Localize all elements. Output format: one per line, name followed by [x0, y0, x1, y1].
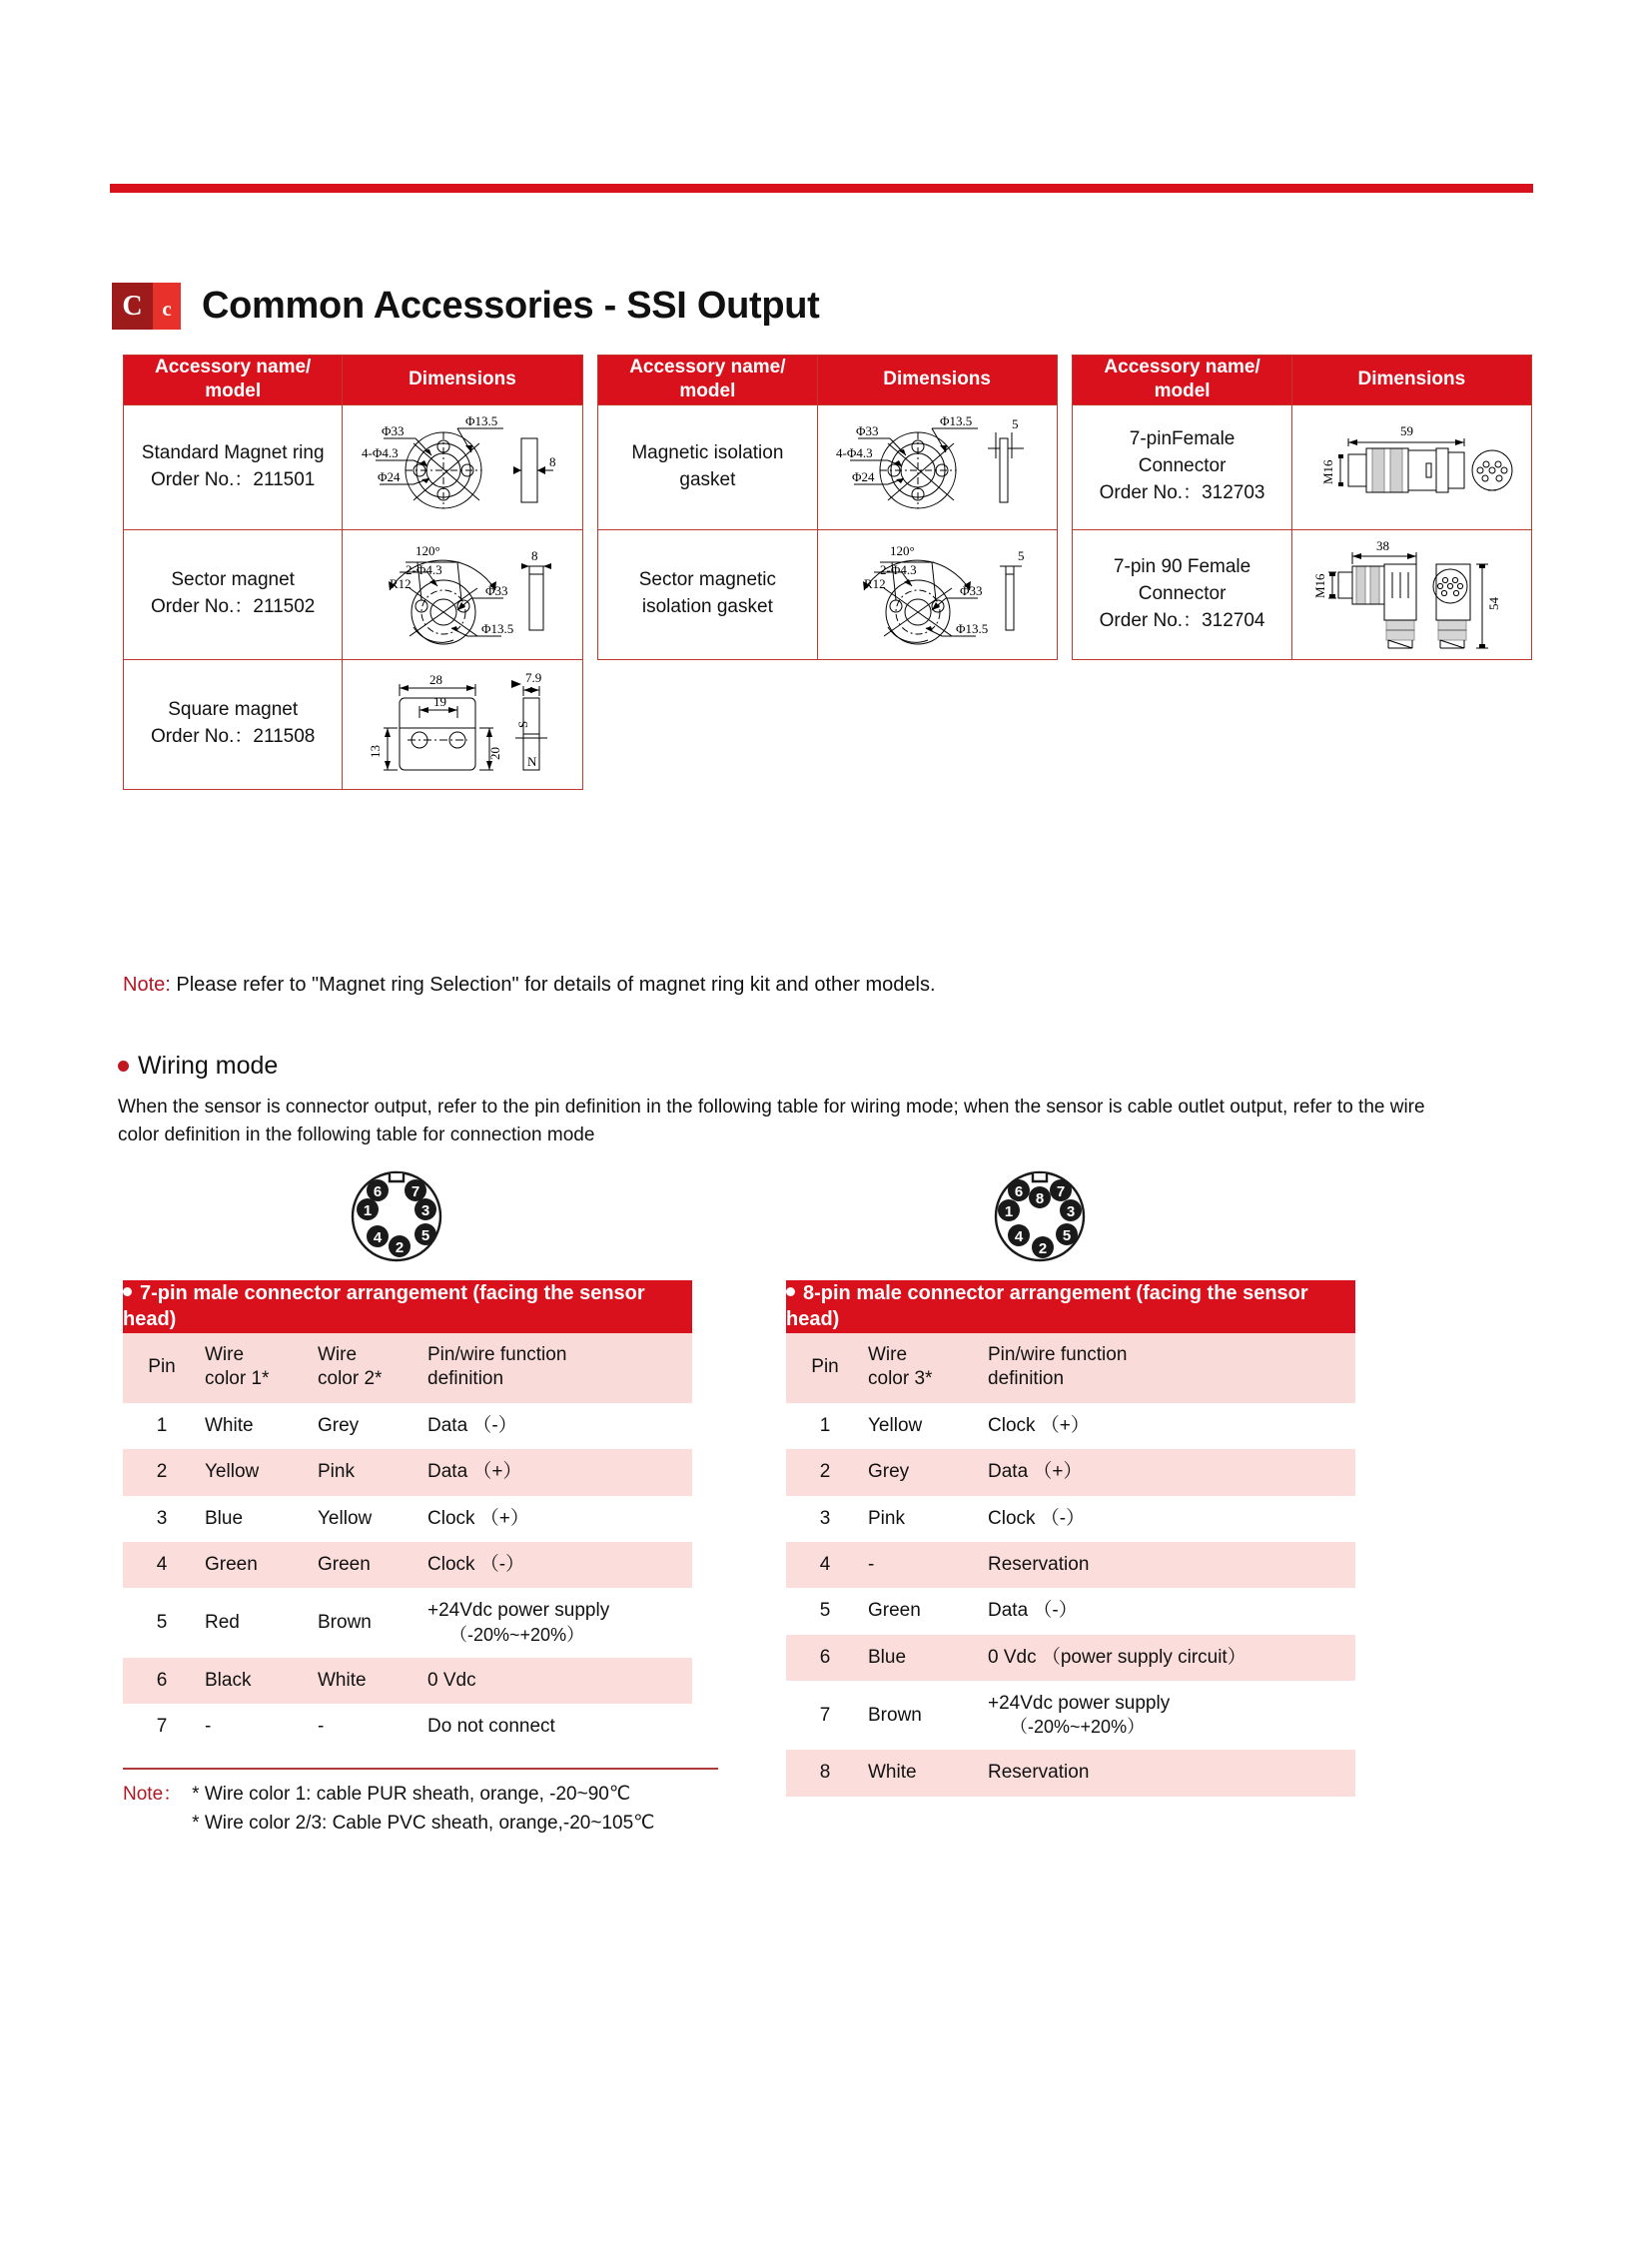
note-label: Note： — [123, 1784, 183, 1805]
header-accessory-name-1: Accessory name/ model — [124, 356, 343, 405]
page-title-row — [112, 283, 820, 330]
table-row — [123, 1588, 692, 1657]
gap — [582, 529, 598, 659]
dim-height-left: 13 — [367, 745, 383, 759]
dim-bore: Φ13.5 — [480, 621, 514, 637]
cell-wire-color-1: White — [201, 1403, 314, 1449]
dim-angle: 120° — [890, 543, 915, 559]
cell-wire-color-3: Green — [864, 1588, 986, 1634]
accessory-name-sector-magnet: Sector magnet Order No.：211502 — [124, 529, 343, 659]
dim-outer-dia: Φ33 — [381, 422, 405, 438]
connector-face-7pin — [338, 1164, 455, 1264]
cell-wire-color-3: Brown — [864, 1681, 986, 1750]
cell-wire-color-3: Blue — [864, 1635, 986, 1681]
dim-thickness: 5 — [1012, 415, 1019, 431]
col-header-wire-color-3: Wire color 3* — [864, 1333, 986, 1403]
accessory-row — [124, 529, 1532, 659]
cell-function: Data （-） — [425, 1403, 692, 1449]
cell-wire-color-1: Green — [201, 1542, 314, 1588]
female-connector-drawing — [1302, 408, 1520, 526]
cell-wire-color-2: Grey — [314, 1403, 425, 1449]
bullet-icon — [118, 1061, 129, 1072]
cell-wire-color-3: Yellow — [864, 1403, 986, 1449]
pin-label-1: 1 — [1004, 1203, 1014, 1220]
table-row — [123, 1704, 692, 1750]
cell-function: Clock （+） — [986, 1403, 1355, 1449]
gap — [1057, 529, 1073, 659]
cell-pin: 3 — [123, 1496, 201, 1542]
cell-wire-color-1: - — [201, 1704, 314, 1750]
accessory-name-7pin-90-female-connector: 7-pin 90 Female Connector Order No.：312704 — [1073, 529, 1291, 659]
column-gap-1 — [582, 356, 598, 405]
cell-wire-color-1: Yellow — [201, 1449, 314, 1495]
wiring-note — [123, 1768, 722, 1838]
accessory-name-sector-magnetic-isolation-gasket: Sector magnetic isolation gasket — [598, 529, 817, 659]
cell-function: Clock （+） — [425, 1496, 692, 1542]
header-accessory-name-3: Accessory name/ model — [1073, 356, 1291, 405]
cell-wire-color-3: Grey — [864, 1449, 986, 1495]
dimension-drawing-sector-magnet — [343, 529, 582, 659]
dim-bore: Φ13.5 — [956, 621, 989, 637]
cell-wire-color-2: Pink — [314, 1449, 425, 1495]
logo-letter-secondary: c — [153, 283, 181, 330]
dim-hole-spacing: 19 — [432, 694, 446, 710]
cell-pin: 6 — [123, 1658, 201, 1704]
pin-label-2: 2 — [1038, 1240, 1048, 1257]
cell-pin: 3 — [786, 1496, 864, 1542]
cell-function: Clock （-） — [425, 1542, 692, 1588]
table-row — [786, 1496, 1355, 1542]
pin-diagram-7pin — [338, 1164, 455, 1269]
pin-label-4: 4 — [373, 1229, 383, 1246]
cell-wire-color-2: Green — [314, 1542, 425, 1588]
dim-bore: Φ13.5 — [940, 412, 973, 428]
empty-cell — [1291, 659, 1531, 789]
table-row — [123, 1496, 692, 1542]
pin-label-1: 1 — [363, 1202, 373, 1219]
bullet-icon — [123, 1287, 132, 1296]
cell-wire-color-1: Blue — [201, 1496, 314, 1542]
pin-label-8: 8 — [1035, 1190, 1045, 1207]
col-header-wire-color-1: Wire color 1* — [201, 1333, 314, 1403]
cell-function-sub: （-20%~+20%） — [449, 1624, 585, 1645]
table-row — [786, 1681, 1355, 1750]
col-header-pin: Pin — [123, 1333, 201, 1403]
connector-face-8pin — [981, 1164, 1099, 1264]
cell-pin: 7 — [786, 1681, 864, 1750]
dimension-drawing-7pin-90-female-connector — [1291, 529, 1531, 659]
col-header-function: Pin/wire function definition — [986, 1333, 1355, 1403]
header-dimensions-1: Dimensions — [343, 356, 582, 405]
dim-holes: 2-Φ4.3 — [405, 562, 442, 578]
accessory-name-magnetic-isolation-gasket: Magnetic isolation gasket — [598, 404, 817, 529]
table-row — [786, 1403, 1355, 1449]
cell-function: Reservation — [986, 1542, 1355, 1588]
pin-label-6: 6 — [1014, 1183, 1024, 1200]
dim-bore: Φ13.5 — [464, 412, 498, 428]
table-row — [786, 1449, 1355, 1495]
sector-magnet-drawing — [354, 532, 571, 656]
dim-angle: 120° — [414, 543, 440, 559]
note-line-1: * Wire color 1: cable PUR sheath, orange, -20~90℃ — [192, 1784, 631, 1805]
accessory-name-7pin-female-connector: 7-pinFemale Connector Order No.：312703 — [1073, 404, 1291, 529]
column-header-row — [786, 1333, 1355, 1403]
dim-pcd: Φ24 — [852, 468, 875, 484]
wiring-table-8pin — [786, 1280, 1355, 1797]
gap — [1057, 404, 1073, 529]
pin-label-3: 3 — [420, 1202, 430, 1219]
col-header-wire-color-2: Wire color 2* — [314, 1333, 425, 1403]
dimension-drawing-square-magnet — [343, 659, 582, 789]
dim-radius: R12 — [864, 576, 886, 592]
wiring-table-8pin-title — [786, 1280, 1355, 1333]
accessories-note — [123, 974, 936, 997]
gap — [582, 404, 598, 529]
brand-logo — [112, 283, 181, 330]
pin-label-4: 4 — [1014, 1228, 1024, 1245]
dim-holes: 4-Φ4.3 — [361, 444, 399, 460]
pole-s-label: S — [514, 720, 530, 729]
cell-pin: 1 — [123, 1403, 201, 1449]
magnet-ring-drawing — [354, 408, 571, 526]
note-divider — [123, 1768, 718, 1770]
cell-wire-color-3: - — [864, 1542, 986, 1588]
cell-pin: 4 — [123, 1542, 201, 1588]
table-row — [786, 1542, 1355, 1588]
pin-label-2: 2 — [395, 1239, 405, 1256]
accessory-row — [124, 404, 1532, 529]
empty-cell — [598, 659, 817, 789]
dim-width: 28 — [428, 672, 442, 688]
accessory-name-standard-magnet-ring: Standard Magnet ring Order No.：211501 — [124, 404, 343, 529]
bullet-icon — [786, 1287, 795, 1296]
cell-function: Data （+） — [986, 1449, 1355, 1495]
dim-length: 59 — [1400, 422, 1414, 438]
cell-function-sub: （-20%~+20%） — [1010, 1717, 1146, 1738]
table-title-row — [786, 1280, 1355, 1333]
title-text: 7-pin male connector arrangement (facing the sensor head) — [123, 1282, 645, 1331]
header-rule — [110, 184, 1533, 193]
dim-thickness: 8 — [530, 548, 538, 564]
square-magnet-drawing — [354, 662, 571, 786]
dim-outer-dia: Φ33 — [856, 422, 879, 438]
note-line-2: * Wire color 2/3: Cable PVC sheath, orange,-20~105℃ — [192, 1812, 655, 1834]
column-gap-2 — [1057, 356, 1073, 405]
pin-label-6: 6 — [373, 1183, 383, 1200]
note-text: Please refer to "Magnet ring Selection" for details of magnet ring kit and other models. — [176, 974, 936, 996]
cell-wire-color-1: Red — [201, 1588, 314, 1657]
wiring-table-7pin — [123, 1280, 692, 1750]
table-row — [123, 1658, 692, 1704]
pin-label-7: 7 — [1056, 1183, 1066, 1200]
cell-function: 0 Vdc — [425, 1658, 692, 1704]
table-title-row — [123, 1280, 692, 1333]
note-label: Note: — [123, 974, 171, 996]
cell-pin: 5 — [123, 1588, 201, 1657]
isolation-gasket-drawing — [828, 408, 1046, 526]
cell-wire-color-2: Yellow — [314, 1496, 425, 1542]
accessories-table — [123, 355, 1532, 790]
col-header-pin: Pin — [786, 1333, 864, 1403]
dim-holes: 2-Φ4.3 — [880, 562, 917, 578]
cell-pin: 1 — [786, 1403, 864, 1449]
header-accessory-name-2: Accessory name/ model — [598, 356, 817, 405]
dimension-drawing-standard-magnet-ring — [343, 404, 582, 529]
dim-thickness: 7.9 — [524, 670, 542, 686]
pin-diagram-8pin — [981, 1164, 1099, 1269]
page-title: Common Accessories - SSI Output — [202, 285, 820, 327]
wiring-mode-title: Wiring mode — [138, 1052, 279, 1080]
cell-function: +24Vdc power supply （-20%~+20%） — [425, 1588, 692, 1657]
dim-thread: M16 — [1320, 459, 1336, 484]
column-header-row — [123, 1333, 692, 1403]
cell-function: Data （-） — [986, 1588, 1355, 1634]
dim-height: 54 — [1486, 597, 1502, 611]
empty-cell — [817, 659, 1057, 789]
table-row — [123, 1449, 692, 1495]
sector-gasket-drawing — [828, 532, 1046, 656]
header-dimensions-3: Dimensions — [1291, 356, 1531, 405]
cell-function: +24Vdc power supply （-20%~+20%） — [986, 1681, 1355, 1750]
cell-function: Do not connect — [425, 1704, 692, 1750]
cell-pin: 2 — [123, 1449, 201, 1495]
dimension-drawing-sector-magnetic-isolation-gasket — [817, 529, 1057, 659]
logo-letter-primary: C — [112, 283, 153, 330]
table-row — [123, 1542, 692, 1588]
dim-outer-dia: Φ33 — [960, 583, 983, 599]
accessory-name-square-magnet: Square magnet Order No.：211508 — [124, 659, 343, 789]
cell-function: Clock （-） — [986, 1496, 1355, 1542]
dim-thickness: 5 — [1018, 548, 1025, 564]
wiring-table-7pin-title — [123, 1280, 692, 1333]
header-dimensions-2: Dimensions — [817, 356, 1057, 405]
cell-wire-color-3: White — [864, 1750, 986, 1796]
gap — [1057, 659, 1073, 789]
cell-pin: 5 — [786, 1588, 864, 1634]
dim-outer-dia: Φ33 — [484, 583, 508, 599]
wiring-mode-heading — [118, 1052, 278, 1081]
dim-radius: R12 — [389, 576, 412, 592]
dim-thickness: 8 — [548, 453, 556, 469]
dim-length: 38 — [1376, 538, 1390, 554]
pin-label-3: 3 — [1066, 1203, 1076, 1220]
table-row — [786, 1588, 1355, 1634]
cell-pin: 2 — [786, 1449, 864, 1495]
cell-function: 0 Vdc （power supply circuit） — [986, 1635, 1355, 1681]
cell-pin: 8 — [786, 1750, 864, 1796]
empty-cell — [1073, 659, 1291, 789]
title-text: 8-pin male connector arrangement (facing the sensor head) — [786, 1282, 1308, 1331]
table-row — [123, 1403, 692, 1449]
cell-pin: 4 — [786, 1542, 864, 1588]
cell-function: Data （+） — [425, 1449, 692, 1495]
cell-wire-color-2: Brown — [314, 1588, 425, 1657]
cell-pin: 6 — [786, 1635, 864, 1681]
dim-holes: 4-Φ4.3 — [836, 444, 873, 460]
cell-pin: 7 — [123, 1704, 201, 1750]
note-lines — [192, 1781, 654, 1838]
cell-wire-color-2: - — [314, 1704, 425, 1750]
dim-pcd: Φ24 — [377, 468, 401, 484]
pin-label-5: 5 — [1062, 1227, 1072, 1244]
angled-connector-drawing — [1302, 532, 1520, 656]
pin-label-7: 7 — [411, 1183, 420, 1200]
dim-height-right: 20 — [486, 747, 502, 761]
table-row — [786, 1750, 1355, 1796]
cell-wire-color-2: White — [314, 1658, 425, 1704]
cell-function: Reservation — [986, 1750, 1355, 1796]
cell-wire-color-1: Black — [201, 1658, 314, 1704]
dim-thread: M16 — [1312, 573, 1328, 599]
gap — [582, 659, 598, 789]
cell-wire-color-3: Pink — [864, 1496, 986, 1542]
pole-n-label: N — [526, 754, 537, 770]
wiring-mode-paragraph: When the sensor is connector output, refer to the pin definition in the following table for wiring mode; when the sensor is cable outlet output, refer to the wire color definition in the following table for connection mode — [118, 1097, 1425, 1145]
table-row — [786, 1635, 1355, 1681]
pin-label-5: 5 — [420, 1227, 430, 1244]
col-header-function: Pin/wire function definition — [425, 1333, 692, 1403]
dimension-drawing-magnetic-isolation-gasket — [817, 404, 1057, 529]
accessory-row — [124, 659, 1532, 789]
dimension-drawing-7pin-female-connector — [1291, 404, 1531, 529]
accessories-header-row — [124, 356, 1532, 405]
